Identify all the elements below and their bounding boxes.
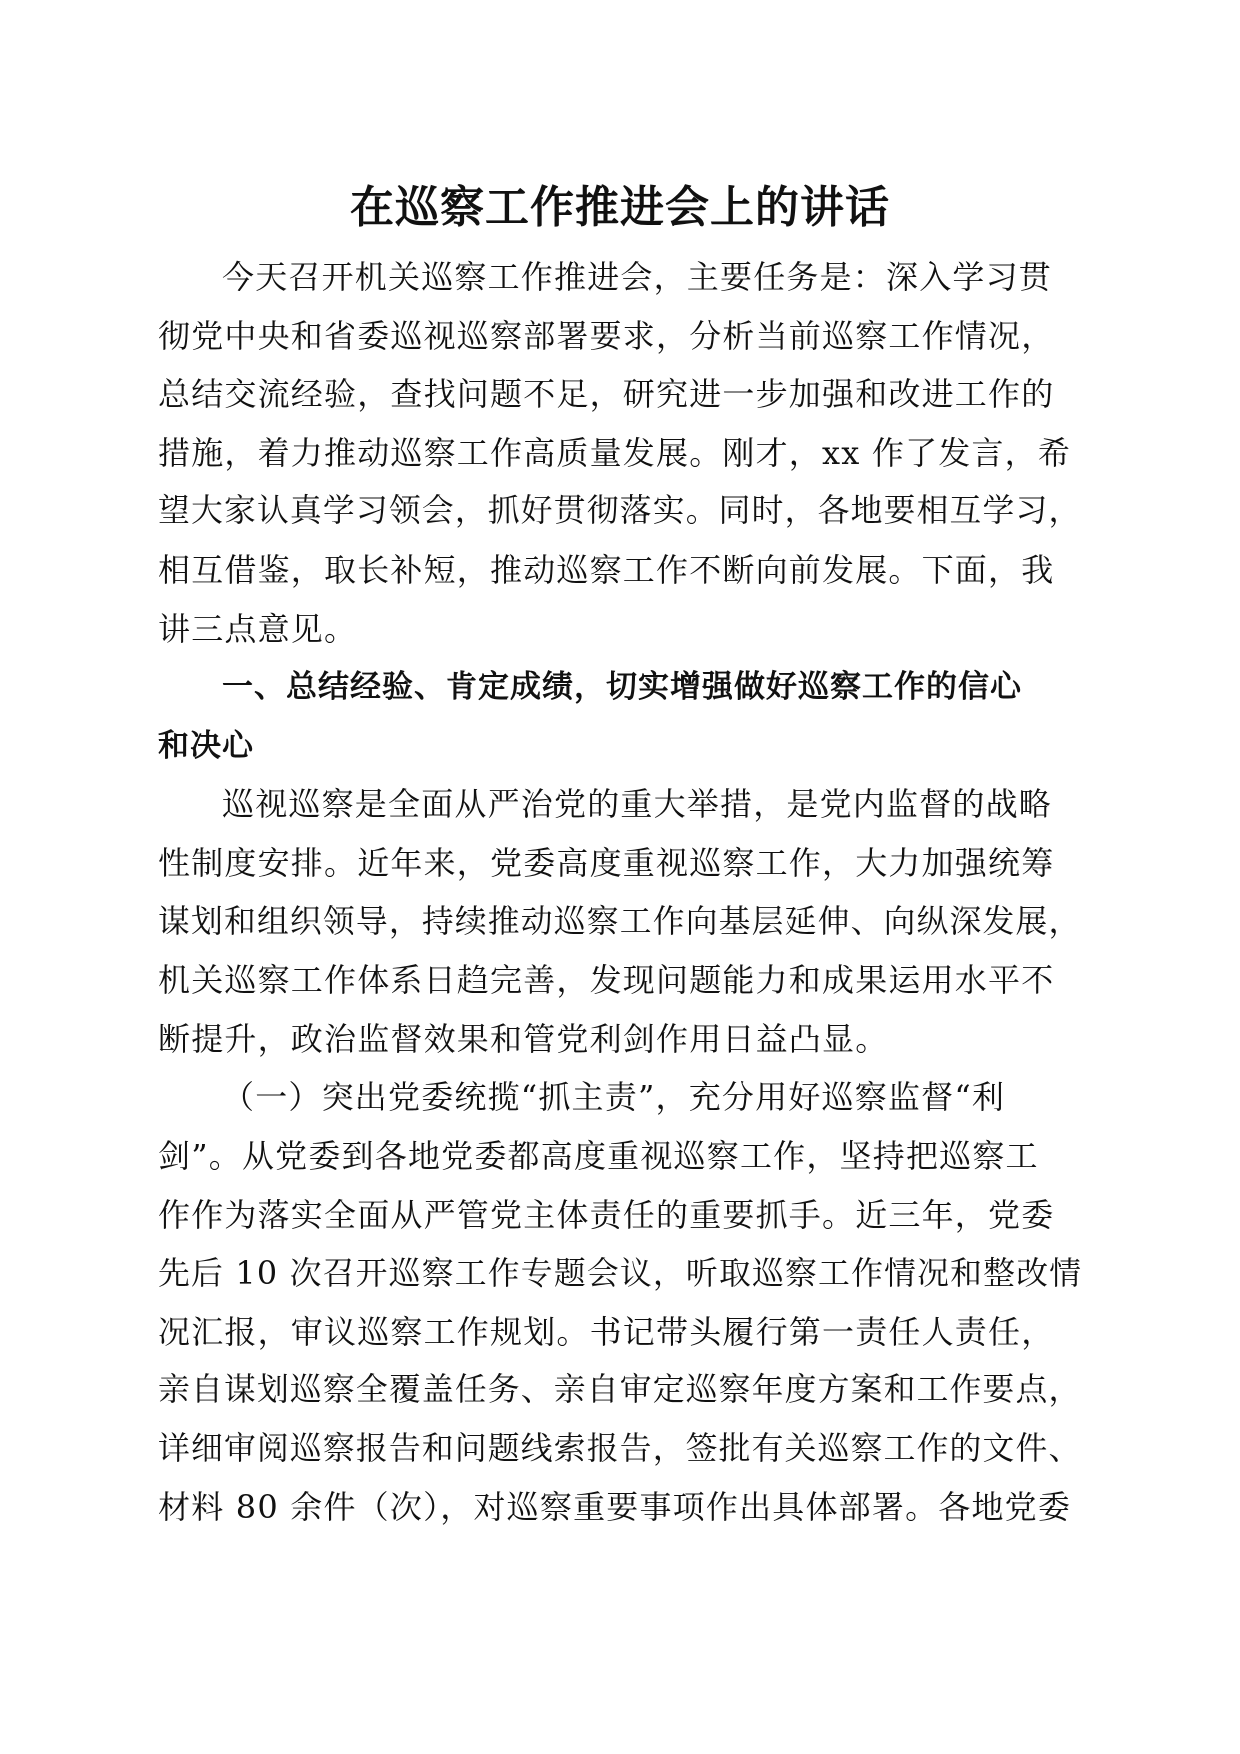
text-line: 相互借鉴，取长补短，推动巡察工作不断向前发展。下面，我 bbox=[158, 550, 1055, 589]
text-line: 断提升，政治监督效果和管党利剑作用日益凸显。 bbox=[158, 1019, 889, 1058]
text-line: 总结交流经验，查找问题不足，研究进一步加强和改进工作的 bbox=[158, 375, 1055, 414]
section-heading-line: 一、总结经验、肯定成绩，切实增强做好巡察工作的信心 bbox=[222, 669, 1022, 706]
document-body bbox=[158, 248, 1082, 1537]
text-line: 先后 10 次召开巡察工作专题会议，听取巡察工作情况和整改情 bbox=[158, 1254, 1083, 1293]
section-heading-line: 和决心 bbox=[158, 727, 254, 764]
text-line: 今天召开机关巡察工作推进会，主要任务是：深入学习贯 bbox=[222, 258, 1053, 296]
text-line: 作作为落实全面从严管党主体责任的重要抓手。近三年，党委 bbox=[158, 1195, 1055, 1234]
document-title: 在巡察工作推进会上的讲话 bbox=[350, 182, 890, 233]
text-line: 剑”。从党委到各地党委都高度重视巡察工作，坚持把巡察工 bbox=[158, 1136, 1039, 1175]
text-line: 巡视巡察是全面从严治党的重大举措，是党内监督的战略 bbox=[222, 785, 1053, 824]
text-line: 材料 80 余件（次），对巡察重要事项作出具体部署。各地党委 bbox=[158, 1488, 1072, 1527]
text-line: （一）突出党委统揽“抓主责”，充分用好巡察监督“利 bbox=[222, 1078, 1006, 1117]
text-line: 谋划和组织领导，持续推动巡察工作向基层延伸、向纵深发展， bbox=[158, 902, 1082, 940]
text-line: 讲三点意见。 bbox=[158, 609, 358, 648]
text-line: 详细审阅巡察报告和问题线索报告，签批有关巡察工作的文件、 bbox=[158, 1429, 1082, 1467]
text-line: 亲自谋划巡察全覆盖任务、亲自审定巡察年度方案和工作要点， bbox=[158, 1371, 1082, 1409]
text-line: 况汇报，审议巡察工作规划。书记带头履行第一责任人责任， bbox=[158, 1312, 1055, 1351]
text-line: 机关巡察工作体系日趋完善，发现问题能力和成果运用水平不 bbox=[158, 961, 1055, 1000]
text-line: 性制度安排。近年来，党委高度重视巡察工作，大力加强统筹 bbox=[158, 843, 1055, 882]
text-line: 措施，着力推动巡察工作高质量发展。刚才，xx 作了发言，希 bbox=[158, 433, 1072, 472]
text-line: 彻党中央和省委巡视巡察部署要求，分析当前巡察工作情况， bbox=[158, 316, 1055, 355]
text-line: 望大家认真学习领会，抓好贯彻落实。同时，各地要相互学习， bbox=[158, 492, 1082, 530]
